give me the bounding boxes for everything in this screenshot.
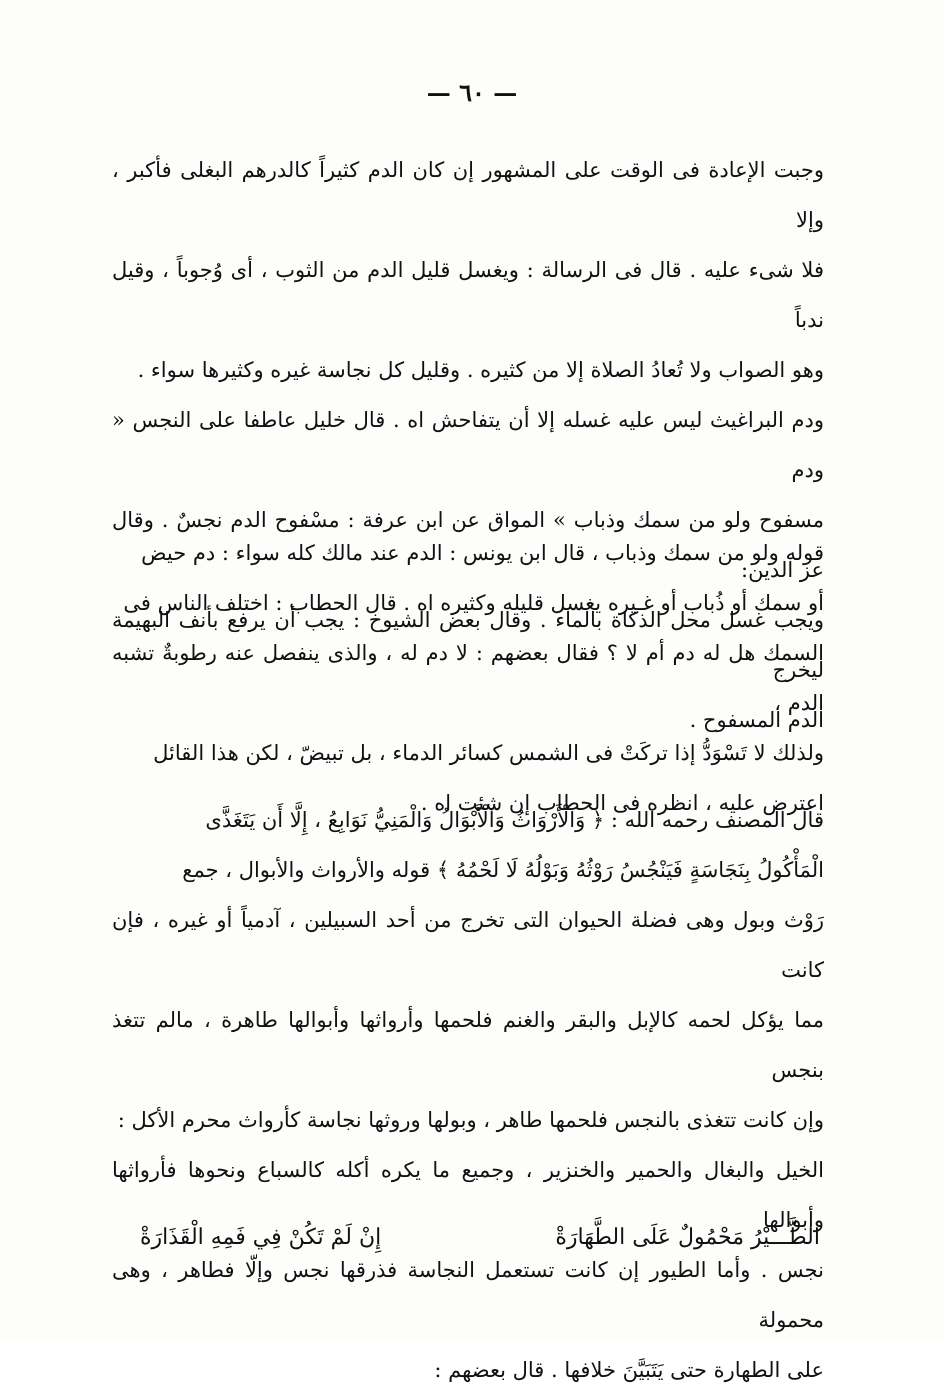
- text-line: وجبت الإعادة فى الوقت على المشهور إن كان الدم كثيراً كالدرهم البغلى فأكبر ، وإلا: [112, 158, 824, 232]
- text-line: السمك هل له دم أم لا ؟ فقال بعضهم : لا دم له ، والذى ينفصل عنه رطوبةٌ تشبه الدم ،: [112, 641, 824, 715]
- text-line: الخيل والبغال والحمير والخنزير ، وجميع ما يكره أكله كالسباع ونحوها فأرواثها وأبوالها: [112, 1158, 824, 1232]
- text-line: رَوْث وبول وهى فضلة الحيوان التى تخرج من أحد السبيلين ، آدمياً أو غيره ، فإن كانت: [112, 908, 824, 982]
- text-line: على الطهارة حتى يَتَبَيَّنَ خلافها . قال بعضهم :: [434, 1358, 824, 1382]
- text-line: الْمَأْكُولُ بِنَجَاسَةٍ فَيَنْجُسُ رَوْثُهُ وَبَوْلُهُ لَا لَحْمُهُ ﴾ قوله والأرواث والأبوال ، جمع: [182, 858, 824, 882]
- text-line: أو سمك أو ذُباب أو غـيره يغسل قليله وكثيره اه . قال الحطاب : اختلف الناس فى: [123, 591, 824, 615]
- text-line: وإن كانت تتغذى بالنجس فلحمها طاهر ، وبولها وروثها نجاسة كأرواث محرم الأكل :: [117, 1108, 824, 1132]
- text-line: فلا شىء عليه . قال فى الرسالة : ويغسل قليل الدم من الثوب ، أى وُجوباً ، وقيل ندباً: [112, 258, 824, 332]
- poetry-verse: [140, 1218, 820, 1258]
- text-line: اعترض عليه ، انظره فى الحطاب إن شئت اه .: [420, 791, 824, 815]
- text-line: مسفوح ولو من سمك وذباب » المواق عن ابن عرفة : مسْفوح الدم نجسٌ . وقال عز الدين:: [112, 508, 824, 582]
- paragraph-2: [112, 528, 824, 828]
- verse-left-hemistich: إِنْ لَمْ تَكُنْ فِي فَمِهِ الْقَذَارَةْ: [140, 1225, 382, 1250]
- text-line: ويجب غسل محل الذكاة بالماء . وقال بعض الشيوخ : يجب أن يرفع بأنف البهيمة ليخرج: [112, 608, 824, 682]
- page-number: — ٦٠ —: [426, 78, 518, 107]
- text-line: قال المصنف رحمه الله : ﴿ وَالْأَرْوَاثُ وَالْأَبْوَالُ وَالْمَنِيُّ نَوَابِعُ ، إِلَّا أَن يَتَغَذَّى: [205, 808, 824, 832]
- text-line: ولذلك لا تَسْوَدُّ إذا تركَتْ فى الشمس كسائر الدماء ، بل تبيضّ ، لكن هذا القائل: [153, 741, 824, 765]
- text-line: قوله ولو من سمك وذباب ، قال ابن يونس : الدم عند مالك كله سواء : دم حيض: [141, 541, 824, 565]
- text-line: ودم البراغيث ليس عليه غسله إلا أن يتفاحش اه . قال خليل عاطفا على النجس « ودم: [112, 408, 824, 482]
- text-line: مما يؤكل لحمه كالإبل والبقر والغنم فلحمها وأرواثها وأبوالها طاهرة ، مالم تتغذ بنجس: [112, 1008, 824, 1082]
- verse-right-hemistich: الطَّـــيْرُ مَحْمُولٌ عَلَى الطَّهَارَةْ: [555, 1225, 820, 1250]
- text-line: الدم المسفوح .: [689, 708, 824, 732]
- text-line: وهو الصواب ولا تُعادُ الصلاة إلا من كثيره . وقليل كل نجاسة غيره وكثيرها سواء .: [137, 358, 824, 382]
- paragraph-3: [112, 795, 824, 1395]
- text-line: نجس . وأما الطيور إن كانت تستعمل النجاسة فذرقها نجس وإلّا فطاهر ، وهى محمولة: [112, 1258, 824, 1332]
